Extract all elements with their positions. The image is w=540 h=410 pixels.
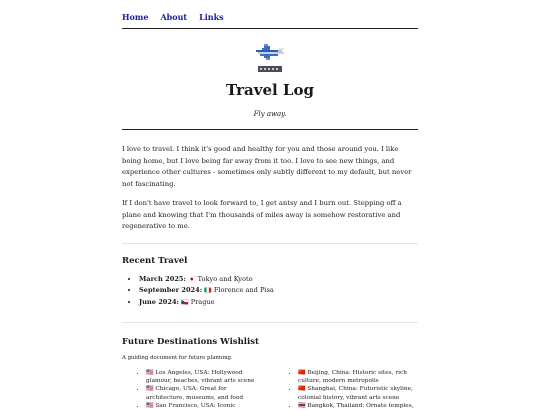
list-item xyxy=(298,369,418,385)
recent-travel-heading: Recent Travel xyxy=(122,255,188,266)
destination-text: San Francisco, USA: Iconic xyxy=(155,402,236,409)
nav-home-link[interactable]: Home xyxy=(122,12,149,22)
nav-links-link[interactable]: Links xyxy=(199,12,224,22)
intro-paragraph-1: I love to travel. I think it's good and healthy for you and those around you. I like being home, but I love being far away from it too. I love to see new things, and experience other cultures - sometimes only subtly different to my default, but never not fascinating. xyxy=(122,145,412,188)
airplane-runway-pixel-icon xyxy=(254,42,286,74)
usa-flag-icon: 🇺🇸 xyxy=(146,385,154,393)
wishlist-heading: Future Destinations Wishlist xyxy=(122,337,259,347)
china-flag-icon: 🇨🇳 xyxy=(298,385,306,393)
czech-flag-icon: 🇨🇿 xyxy=(181,298,189,306)
wishlist-subtitle: A guiding document for future planning. xyxy=(122,355,233,361)
destination-text: Beijing, China: Historic sites, rich culture, modern metropolis xyxy=(298,370,407,385)
japan-flag-icon: 🇯🇵 xyxy=(188,275,196,283)
intro-paragraph-2: If I don't have travel to look forward to, I get antsy and I burn out. Stepping off a plane and knowing that I'm thousands of miles away is somehow restorative and regenerative to me. xyxy=(122,199,402,230)
intro-section xyxy=(122,144,418,233)
thailand-flag-icon: 🇹🇭 xyxy=(298,401,306,409)
usa-flag-icon: 🇺🇸 xyxy=(146,401,154,409)
trip-date: March 2025: xyxy=(139,274,186,283)
wishlist-section xyxy=(122,337,418,410)
nav-about-link[interactable]: About xyxy=(160,12,188,22)
list-item xyxy=(298,385,418,401)
page-tagline: Fly away. xyxy=(253,110,287,118)
page-container xyxy=(122,0,418,410)
list-item xyxy=(146,402,266,410)
page-title: Travel Log xyxy=(226,81,314,99)
destination-text: Los Angeles, USA: Hollywood glamour, beaches, vibrant arts scene xyxy=(146,370,255,385)
china-flag-icon: 🇨🇳 xyxy=(298,369,306,376)
destination-text: Bangkok, Thailand: Ornate temples, xyxy=(307,402,414,409)
list-item xyxy=(298,402,418,410)
destination-text: Chicago, USA: Great for architecture, museums, and food xyxy=(146,386,244,401)
list-item xyxy=(146,369,266,385)
recent-travel-section xyxy=(122,256,418,309)
usa-flag-icon: 🇺🇸 xyxy=(146,369,154,376)
section-divider xyxy=(122,243,418,244)
destination-text: Shanghai, China: Futuristic skyline, colonial history, vibrant arts scene xyxy=(298,386,413,401)
recent-travel-list xyxy=(122,274,418,309)
list-item xyxy=(146,385,266,401)
trip-date: September 2024: xyxy=(139,286,203,294)
section-divider xyxy=(122,322,418,323)
wishlist-left-list xyxy=(122,369,266,410)
wishlist-columns xyxy=(122,369,418,410)
trip-date: June 2024: xyxy=(139,297,179,306)
trip-place: Florence and Pisa xyxy=(213,286,274,294)
top-nav xyxy=(122,0,418,28)
list-item xyxy=(139,285,418,297)
site-header xyxy=(122,29,418,129)
trip-place: Tokyo and Kyoto xyxy=(197,274,253,283)
italy-flag-icon: 🇮🇹 xyxy=(204,287,212,294)
trip-place: Prague xyxy=(190,297,215,306)
wishlist-right-list xyxy=(274,369,418,410)
list-item xyxy=(139,297,418,309)
header-bottom-rule xyxy=(122,129,418,130)
list-item xyxy=(139,274,418,286)
